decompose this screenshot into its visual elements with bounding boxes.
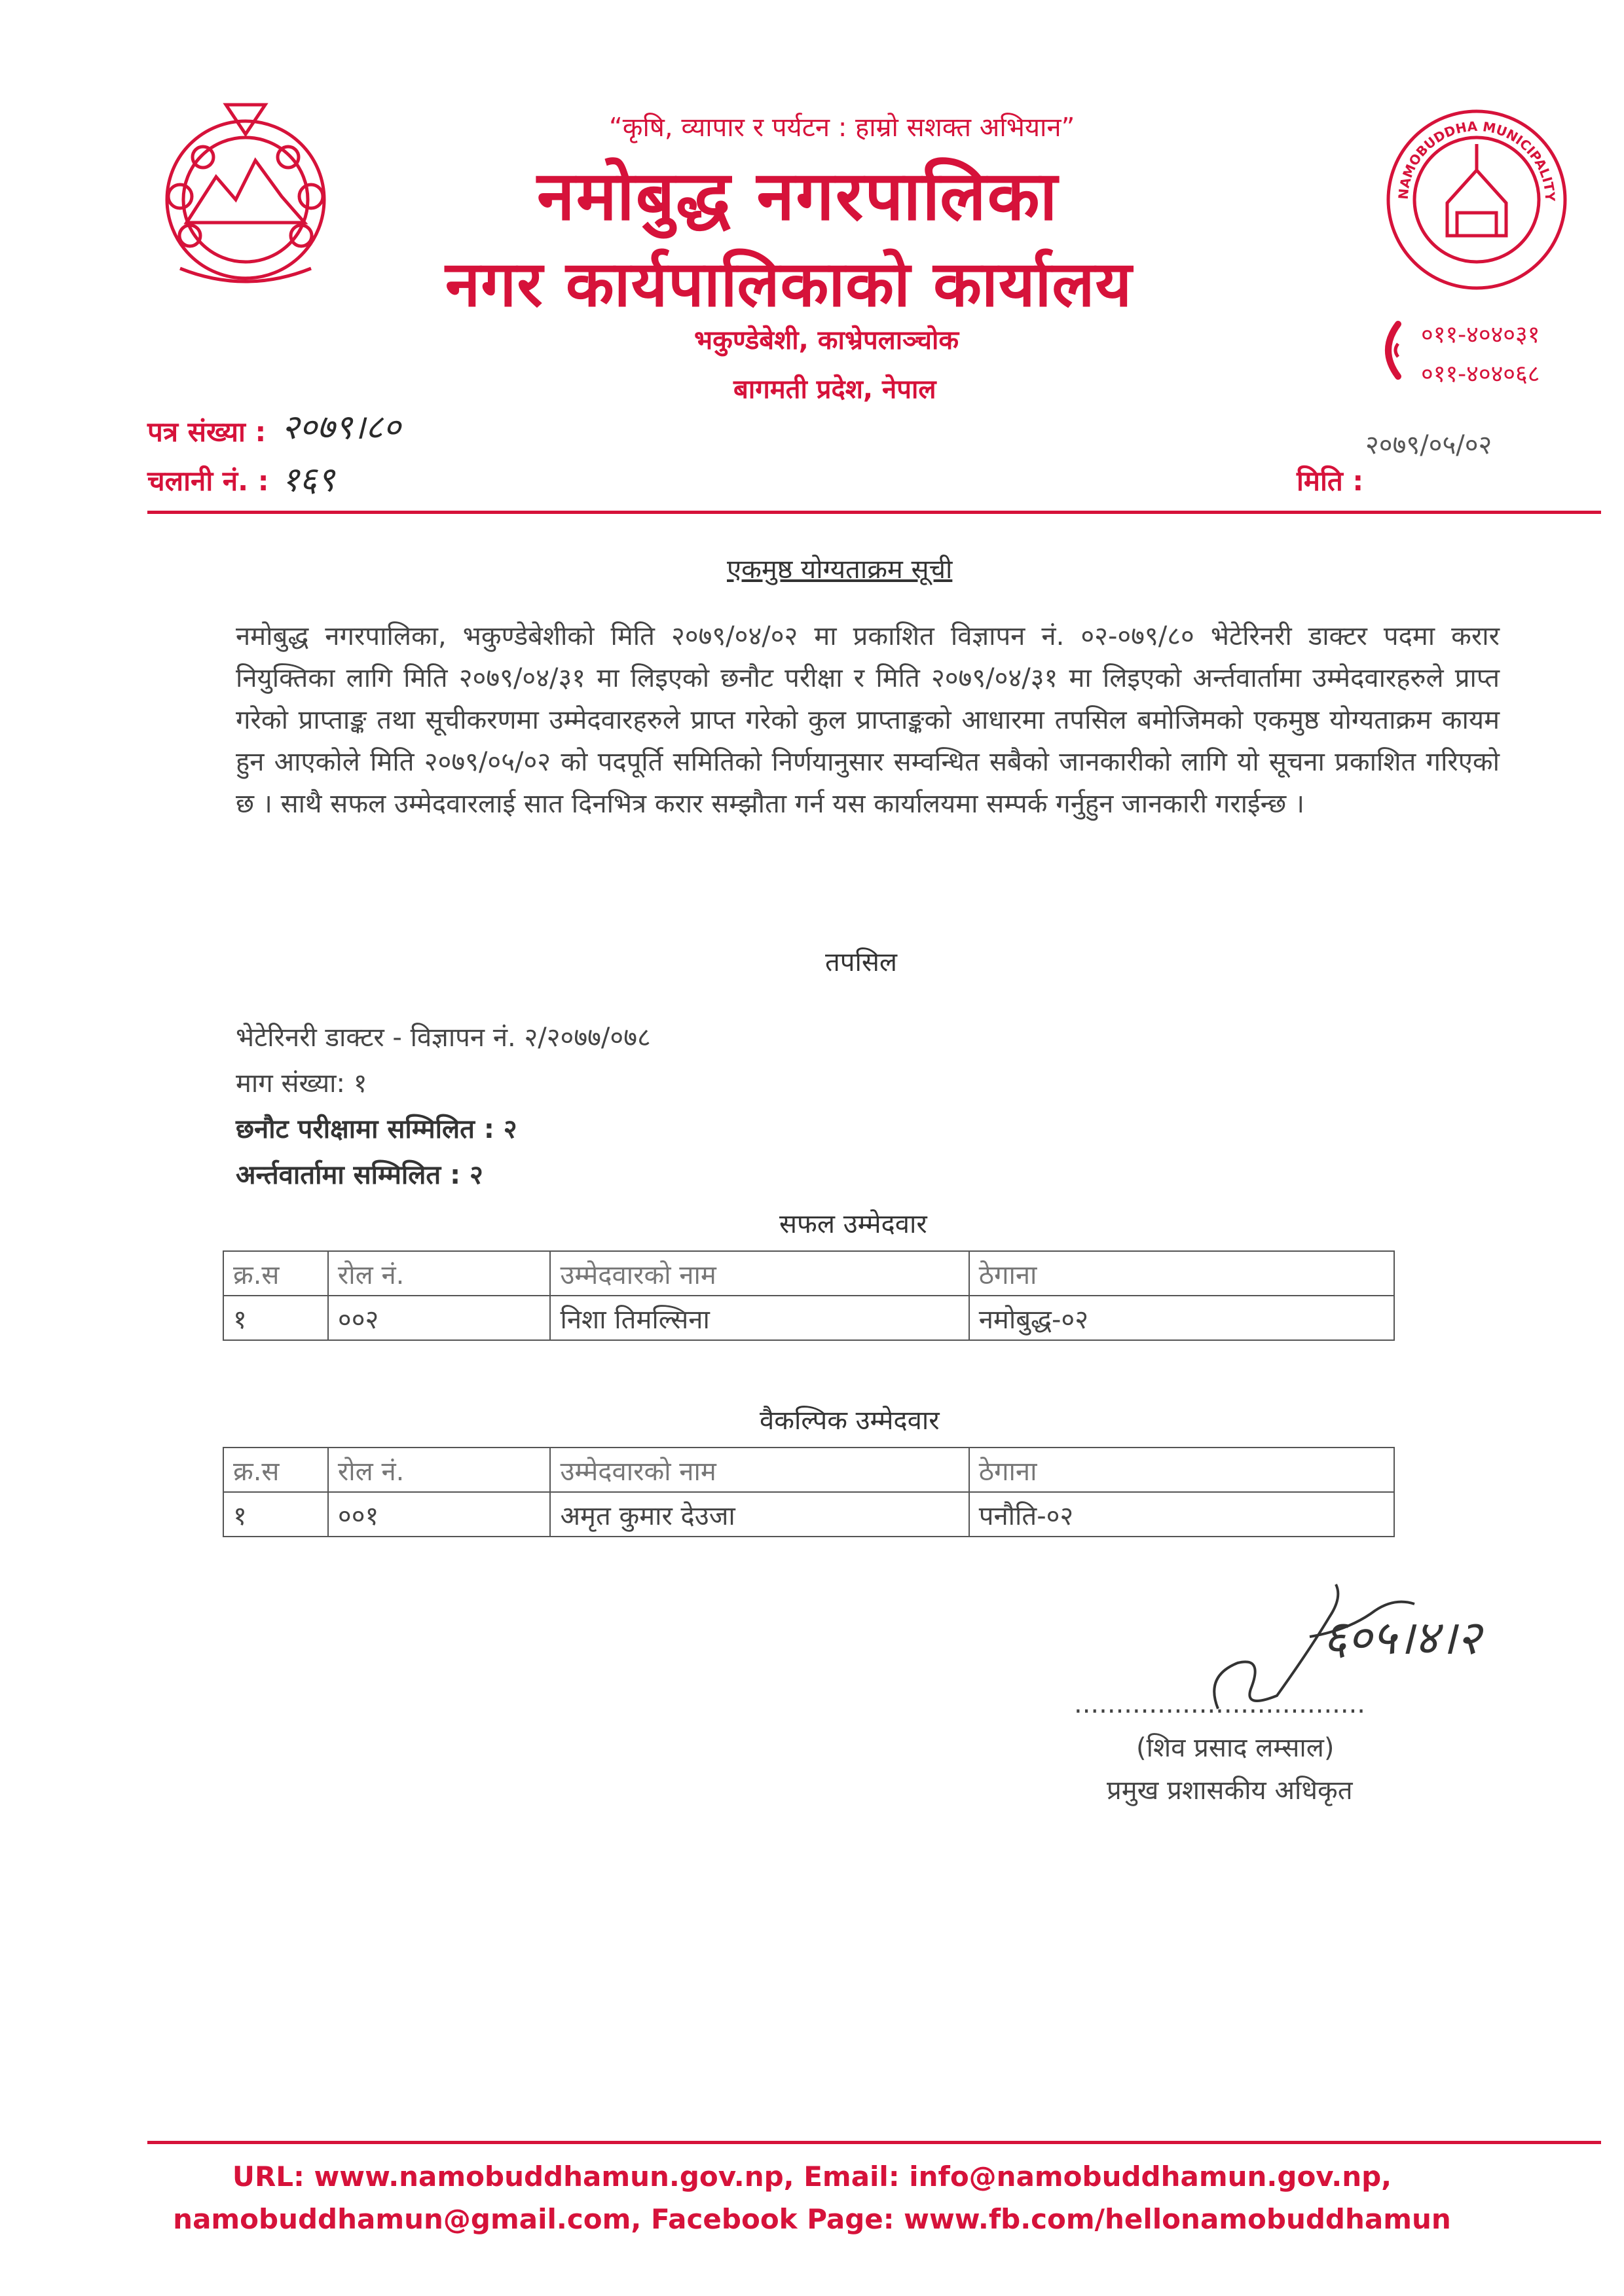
cell-serial: १	[223, 1296, 328, 1340]
cell-address: पनौति-०२	[969, 1492, 1394, 1537]
dispatch-no-label: चलानी नं. :	[147, 465, 269, 497]
namobuddha-municipality-seal-icon	[1382, 105, 1572, 295]
office-name: नगर कार्यपालिकाको कार्यालय	[445, 247, 1133, 321]
signatory-name: (शिव प्रसाद लम्साल)	[1136, 1733, 1335, 1763]
tapasil-heading: तपसिल	[825, 947, 898, 977]
cell-serial: १	[223, 1492, 328, 1537]
notice-body: नमोबुद्ध नगरपालिका, भकुण्डेबेशीको मिति २०७९/०४/०२ मा प्रकाशित विज्ञापन नं. ०२-०७९/८० भेटेरिनरी डाक्टर पदमा करार नियुक्तिका लागि मिति २०७९/०४/३१ मा लिइएको छनौट परीक्षा र मिति २०७९/०४/३१ मा लिइएको अर्न्तवार्तामा उम्मेदवारहरुले प्राप्त गरेको प्राप्ताङ्क तथा सूचीकरणमा उम्मेदवारहरुले प्राप्त गरेको कुल प्राप्ताङ्कको आधारमा तपसिल बमोजिमको एकमुष्ठ योग्यताक्रम कायम हुन आएकोले मिति २०७९/०५/०२ को पदपूर्ति समितिको निर्णयानुसार सम्वन्धित सबैको जानकारीको लागि यो सूचना प्रकाशित गरिएको छ । साथै सफल उम्मेदवारलाई सात दिनभित्र करार सम्झौता गर्न यस कार्यालयमा सम्पर्क गर्नुहुन जानकारी गराईन्छ ।	[236, 621, 1500, 819]
signature-scribble: ६०५।४।२	[1323, 1610, 1481, 1665]
col-address: ठेगाना	[969, 1251, 1394, 1296]
cell-name: अमृत कुमार देउजा	[550, 1492, 969, 1537]
successful-table	[223, 1250, 1395, 1341]
cell-roll: ००१	[328, 1492, 551, 1537]
table-row	[223, 1492, 1394, 1537]
successful-heading: सफल उम्मेदवार	[779, 1209, 927, 1239]
alternate-heading: वैकल्पिक उम्मेदवार	[760, 1406, 940, 1436]
footer-line2: namobuddhamun@gmail.com, Facebook Page: www.fb.com/hellonamobuddhamun	[173, 2203, 1451, 2235]
col-name: उम्मेदवारको नाम	[550, 1448, 969, 1492]
phone-number-2: ०११-४०४०६८	[1421, 361, 1540, 388]
col-serial: क्र.स	[223, 1448, 328, 1492]
footer-divider	[147, 2141, 1601, 2144]
dispatch-no-value: १६९	[282, 460, 335, 500]
cell-address: नमोबुद्ध-०२	[969, 1296, 1394, 1340]
cell-roll: ००२	[328, 1296, 551, 1340]
col-roll: रोल नं.	[328, 1448, 551, 1492]
demand-line: माग संख्या: १	[236, 1068, 367, 1099]
col-address: ठेगाना	[969, 1448, 1394, 1492]
date-value: २०७९/०५/०२	[1365, 430, 1492, 460]
slogan: “कृषि, व्यापार र पर्यटन : हाम्रो सशक्त अभियान”	[609, 113, 1075, 143]
seal-text: NAMOBUDDHA MUNICIPALITY	[1395, 118, 1559, 202]
alternate-table	[223, 1447, 1395, 1537]
interview-line: अर्न्तवार्तामा सम्मिलित : २	[236, 1160, 483, 1190]
header-divider	[147, 511, 1601, 514]
table-row	[223, 1296, 1394, 1340]
col-roll: रोल नं.	[328, 1251, 551, 1296]
col-name: उम्मेदवारको नाम	[550, 1251, 969, 1296]
phone-icon	[1372, 318, 1411, 383]
document-title: एकमुष्ठ योग्यताक्रम सूची	[727, 555, 953, 585]
letter-no-label: पत्र संख्या :	[147, 416, 267, 448]
col-serial: क्र.स	[223, 1251, 328, 1296]
post-line: भेटेरिनरी डाक्टर - विज्ञापन नं. २/२०७७/०७८	[236, 1023, 651, 1053]
signature-dots: ...................................	[1074, 1689, 1366, 1719]
nepal-government-emblem-icon	[141, 85, 350, 301]
phone-number-1: ०११-४०४०३१	[1421, 321, 1540, 348]
address-line1: भकुण्डेबेशी, काभ्रेपलाञ्चोक	[694, 325, 959, 355]
footer-line1: URL: www.namobuddhamun.gov.np, Email: info@namobuddhamun.gov.np,	[232, 2160, 1392, 2193]
cell-name: निशा तिमल्सिना	[550, 1296, 969, 1340]
municipality-name: नमोबुद्ध नगरपालिका	[537, 156, 1059, 236]
signatory-designation: प्रमुख प्रशासकीय अधिकृत	[1107, 1776, 1353, 1806]
address-line2: बागमती प्रदेश, नेपाल	[733, 374, 936, 405]
table-header-row	[223, 1448, 1394, 1492]
table-header-row	[223, 1251, 1394, 1296]
letter-no-value: २०७९।८०	[282, 408, 401, 447]
date-label: मिति :	[1297, 465, 1364, 497]
exam-line: छनौट परीक्षामा सम्मिलित : २	[236, 1114, 517, 1144]
